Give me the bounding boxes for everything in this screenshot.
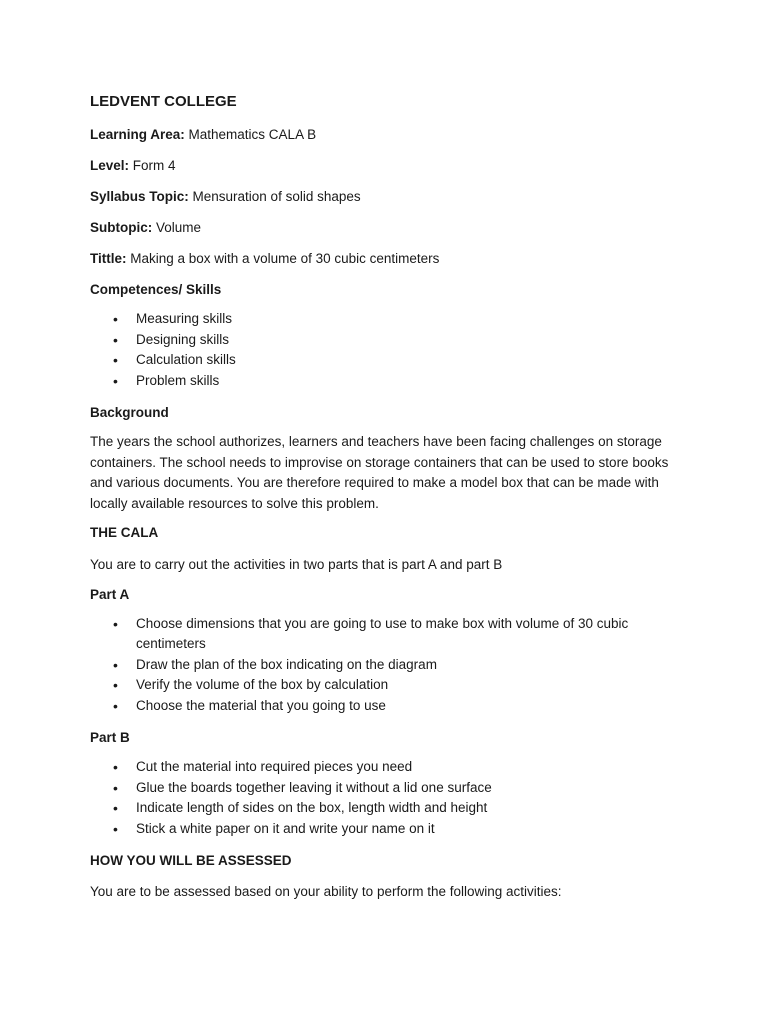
assessed-paragraph: You are to be assessed based on your ability to perform the following activities: xyxy=(90,884,562,899)
level-value: Form 4 xyxy=(129,158,176,173)
tittle-label: Tittle: xyxy=(90,251,127,266)
tittle-field xyxy=(90,250,690,268)
list-item: • Glue the boards together leaving it without a lid one surface xyxy=(90,778,690,799)
cala-heading: THE CALA xyxy=(90,525,159,540)
list-item: • Choose the material that you going to use xyxy=(90,696,690,717)
list-item: • Cut the material into required pieces you need xyxy=(90,757,690,778)
syllabus-topic-field xyxy=(90,188,690,206)
list-item: • Designing skills xyxy=(90,330,690,351)
list-item: • Measuring skills xyxy=(90,309,690,330)
syllabus-topic-label: Syllabus Topic: xyxy=(90,189,189,204)
learning-area-field xyxy=(90,126,690,144)
list-item: • Stick a white paper on it and write your name on it xyxy=(90,819,690,840)
list-item: • Problem skills xyxy=(90,371,690,392)
background-paragraph: The years the school authorizes, learners and teachers have been facing challenges on storage containers. The school needs to improvise on storage containers that can be used to store books and various documents. You are therefore required to make a model box that can be made with locally available resources to solve this problem. xyxy=(90,434,669,511)
subtopic-label: Subtopic: xyxy=(90,220,153,235)
cala-paragraph: You are to carry out the activities in two parts that is part A and part B xyxy=(90,557,503,572)
assessed-heading: HOW YOU WILL BE ASSESSED xyxy=(90,853,292,868)
tittle-value: Making a box with a volume of 30 cubic centimeters xyxy=(126,251,440,266)
level-label: Level: xyxy=(90,158,130,173)
learning-area-value: Mathematics CALA B xyxy=(184,127,317,142)
syllabus-topic-value: Mensuration of solid shapes xyxy=(188,189,361,204)
part-b-heading: Part B xyxy=(90,730,130,745)
part-a-heading: Part A xyxy=(90,586,130,602)
document-title: LEDVENT COLLEGE xyxy=(90,93,237,110)
level-field xyxy=(90,157,690,175)
competences-list xyxy=(90,309,690,391)
learning-area-label: Learning Area: xyxy=(90,127,185,142)
background-heading: Background xyxy=(90,405,169,420)
list-item: • Calculation skills xyxy=(90,350,690,371)
part-b-list xyxy=(90,757,690,839)
subtopic-value: Volume xyxy=(152,220,202,235)
list-item: • Indicate length of sides on the box, length width and height xyxy=(90,798,690,819)
competences-heading: Competences/ Skills xyxy=(90,282,222,297)
list-item: • Verify the volume of the box by calculation xyxy=(90,675,690,696)
subtopic-field xyxy=(90,219,690,237)
list-item: • Choose dimensions that you are going to use to make box with volume of 30 cubic centimeters xyxy=(90,614,690,655)
list-item: • Draw the plan of the box indicating on the diagram xyxy=(90,655,690,676)
part-a-list xyxy=(90,614,690,717)
document-page xyxy=(90,92,690,913)
